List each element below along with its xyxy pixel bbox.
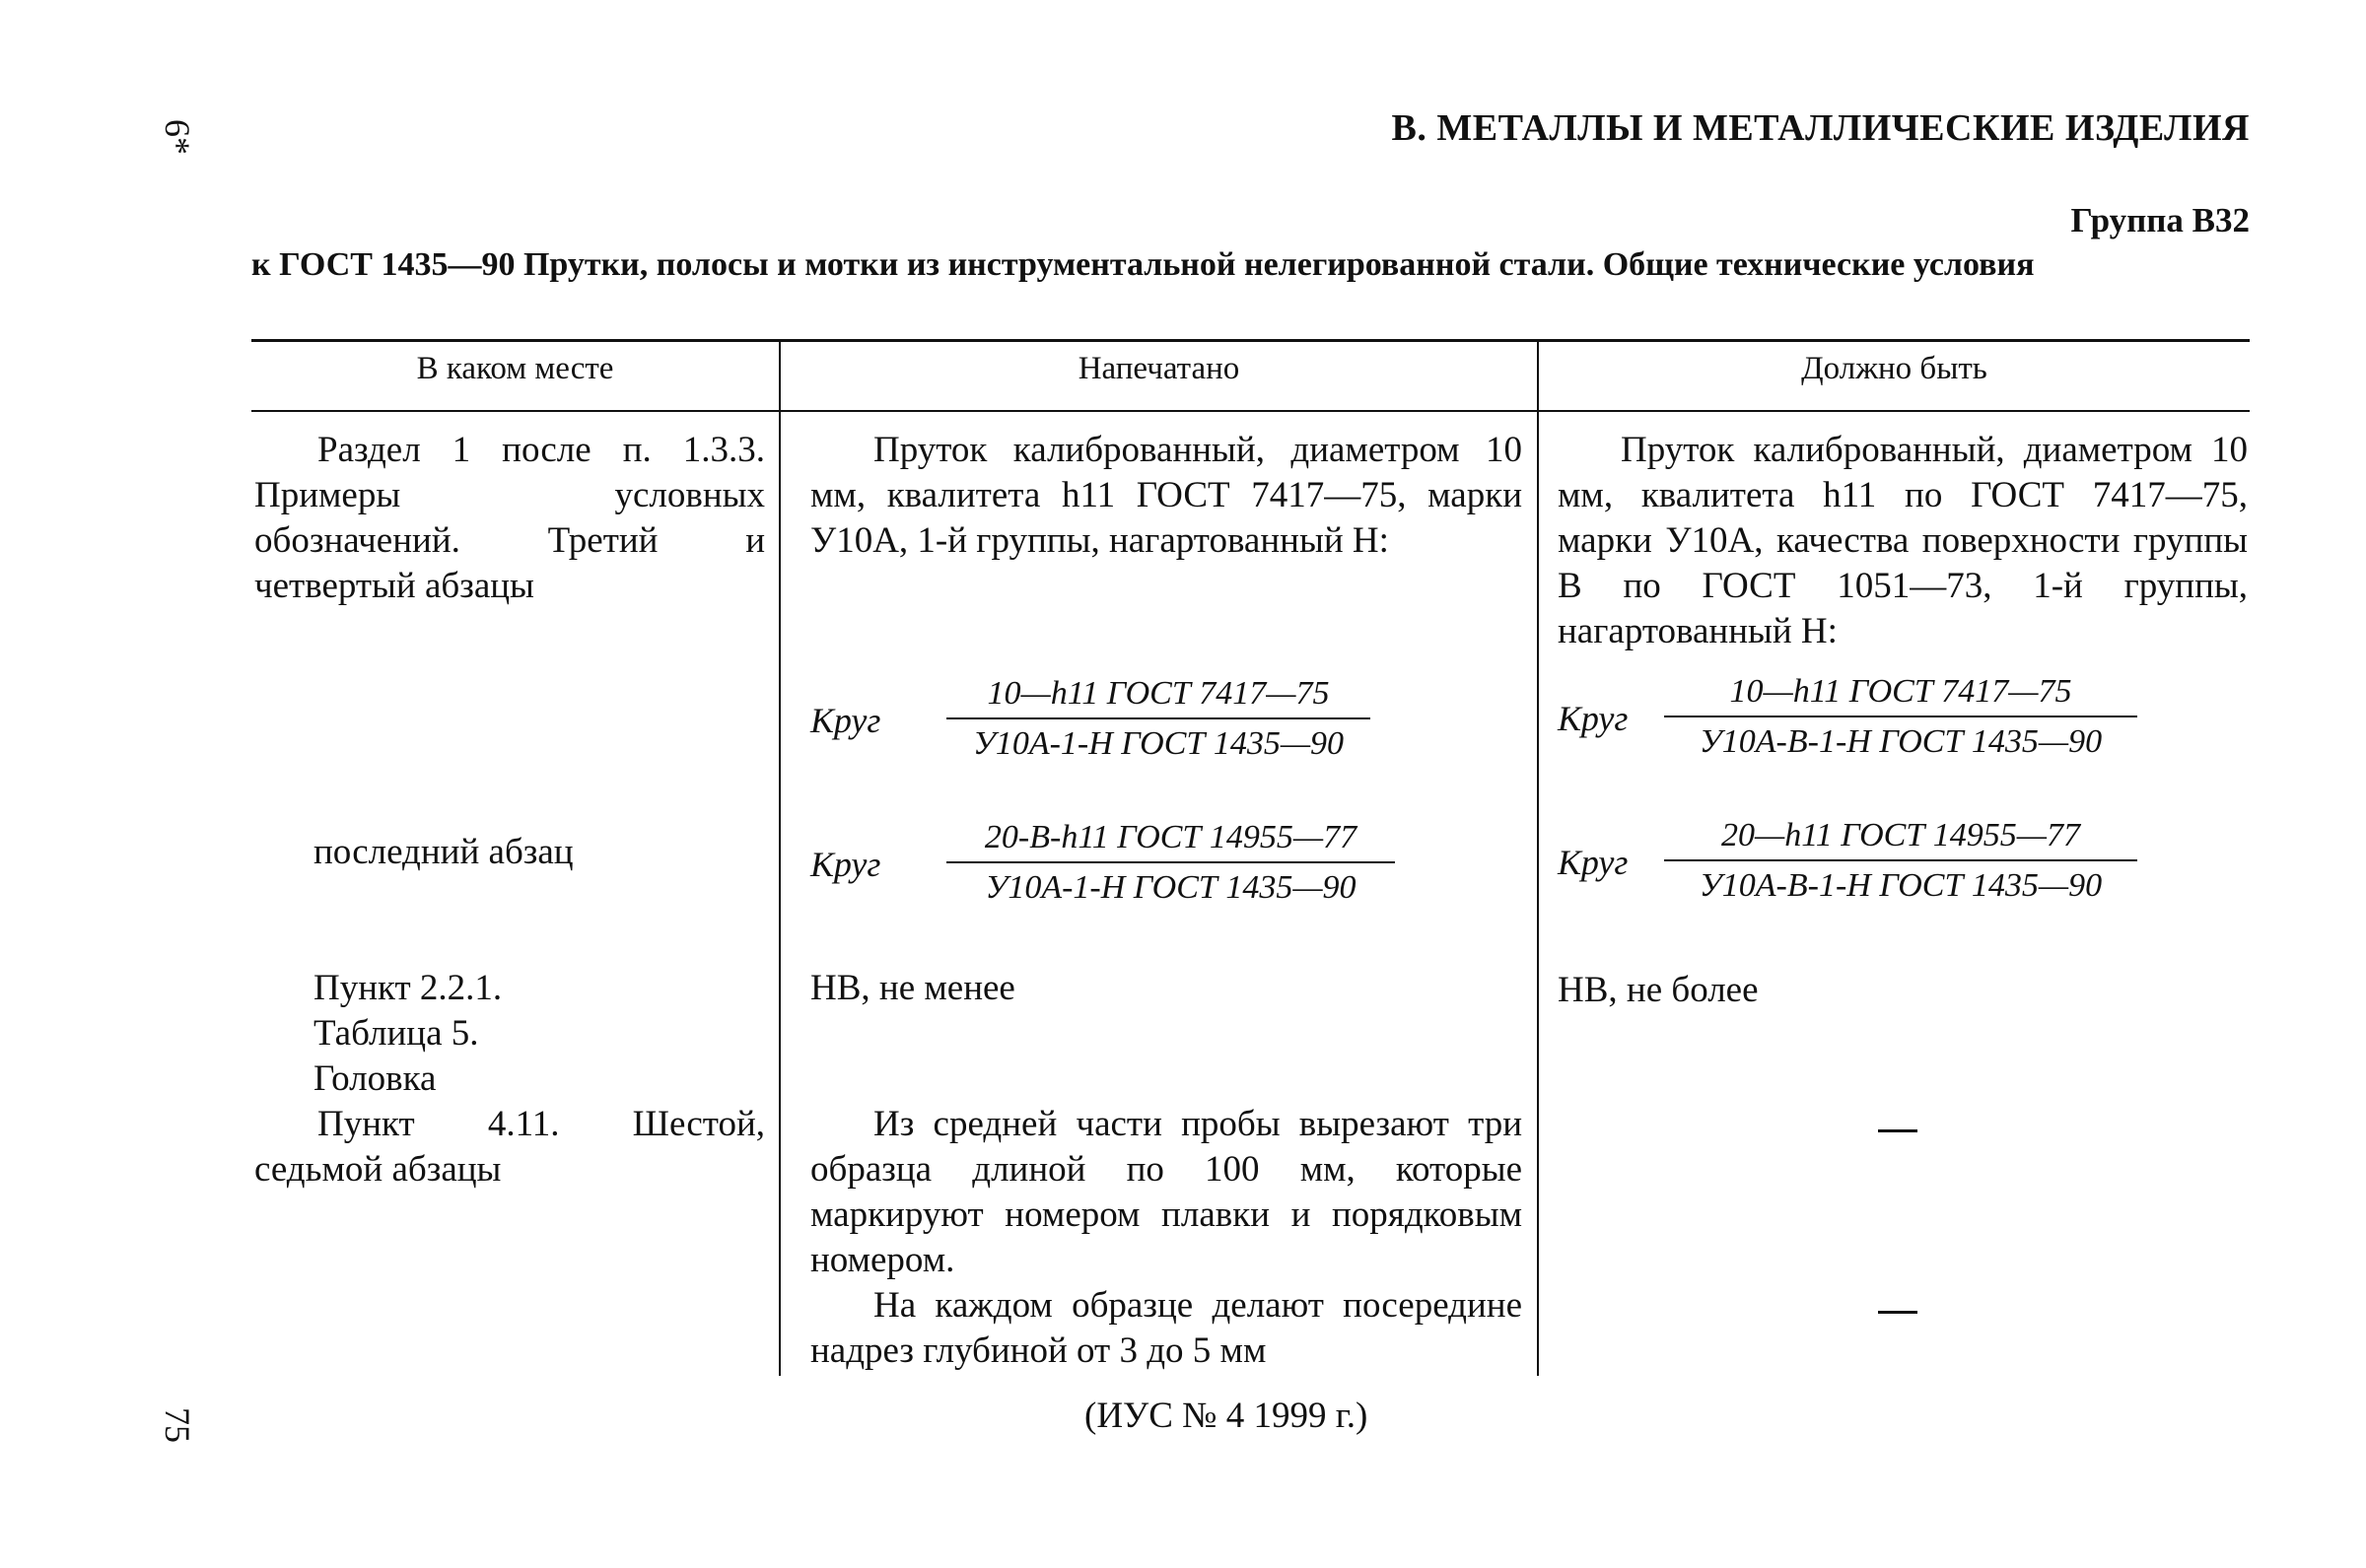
row2-place: последний абзац: [313, 832, 574, 872]
row1-printed: Пруток калиброванный, диаметром 10 мм, квалитета h11 ГОСТ 7417—75, марки У10А, 1-й группы, нагартованный Н:: [810, 430, 1522, 561]
group-label: Группа В32: [2070, 201, 2250, 239]
row3-printed: НВ, не менее: [810, 968, 1015, 1008]
row3-place-line-1: Пункт 2.2.1.: [313, 968, 503, 1008]
row3-place-line-3: Головка: [313, 1058, 437, 1099]
row4-correct-dash-1: [1878, 1129, 1917, 1132]
row4-printed-paragraph-2: На каждом образце делают посередине надрез глубиной от 3 до 5 мм: [810, 1285, 1522, 1371]
column-header-correct: Должно быть: [1801, 351, 1987, 386]
column-header-place: В каком месте: [416, 351, 614, 386]
row3-place-line-2: Таблица 5.: [313, 1013, 479, 1054]
row1-correct: Пруток калиброванный, диаметром 10 мм, квалитета h11 по ГОСТ 7417—75, марки У10А, качества поверхности группы В по ГОСТ 1051—73, 1-й группы, нагартованный Н:: [1558, 430, 2248, 651]
formula-label: Круг: [1558, 843, 1629, 882]
row4-printed-paragraph-1: Из средней части пробы вырезают три образца длиной по 100 мм, которые маркируют номером плавки и порядковым номером.: [810, 1104, 1522, 1280]
row1-correct-formula: [1558, 668, 2248, 777]
page-number: 75: [158, 1407, 197, 1443]
source-note: (ИУС № 4 1999 г.): [1084, 1396, 1368, 1436]
formula-denominator: У10А-1-Н ГОСТ 1435—90: [972, 725, 1345, 762]
table-top-rule: [251, 339, 2250, 342]
formula-label: Круг: [810, 845, 881, 884]
document-title: к ГОСТ 1435—90 Прутки, полосы и мотки из инструментальной нелегированной стали. Общие технические условия: [251, 246, 2035, 283]
column-divider-2: [1537, 339, 1539, 1376]
formula-denominator: У10А-1-Н ГОСТ 1435—90: [985, 869, 1357, 906]
row4-place: Пункт 4.11. Шестой, седьмой абзацы: [254, 1104, 765, 1190]
formula-numerator: 10—h11 ГОСТ 7417—75: [987, 675, 1330, 712]
row2-correct-formula: [1558, 812, 2248, 920]
row1-place: Раздел 1 после п. 1.3.3. Примеры условных обозначений. Третий и четвертый абзацы: [254, 430, 765, 606]
formula-denominator: У10А-В-1-Н ГОСТ 1435—90: [1699, 867, 2103, 904]
formula-denominator: У10А-В-1-Н ГОСТ 1435—90: [1699, 723, 2103, 760]
row2-printed-formula: [810, 814, 1441, 922]
formula-numerator: 20-В-h11 ГОСТ 14955—77: [984, 819, 1357, 855]
row3-correct: НВ, не более: [1558, 970, 1759, 1010]
side-page-mark: 6*: [158, 119, 197, 155]
formula-numerator: 10—h11 ГОСТ 7417—75: [1729, 673, 2072, 710]
table-header-rule: [251, 410, 2250, 412]
formula-label: Круг: [810, 701, 881, 740]
section-heading: В. МЕТАЛЛЫ И МЕТАЛЛИЧЕСКИЕ ИЗДЕЛИЯ: [1391, 107, 2250, 149]
column-header-printed: Напечатано: [1078, 351, 1240, 386]
row1-printed-formula: [810, 670, 1402, 779]
formula-label: Круг: [1558, 699, 1629, 738]
row4-correct-dash-2: [1878, 1311, 1917, 1314]
formula-numerator: 20—h11 ГОСТ 14955—77: [1721, 817, 2080, 853]
column-divider-1: [779, 339, 781, 1376]
